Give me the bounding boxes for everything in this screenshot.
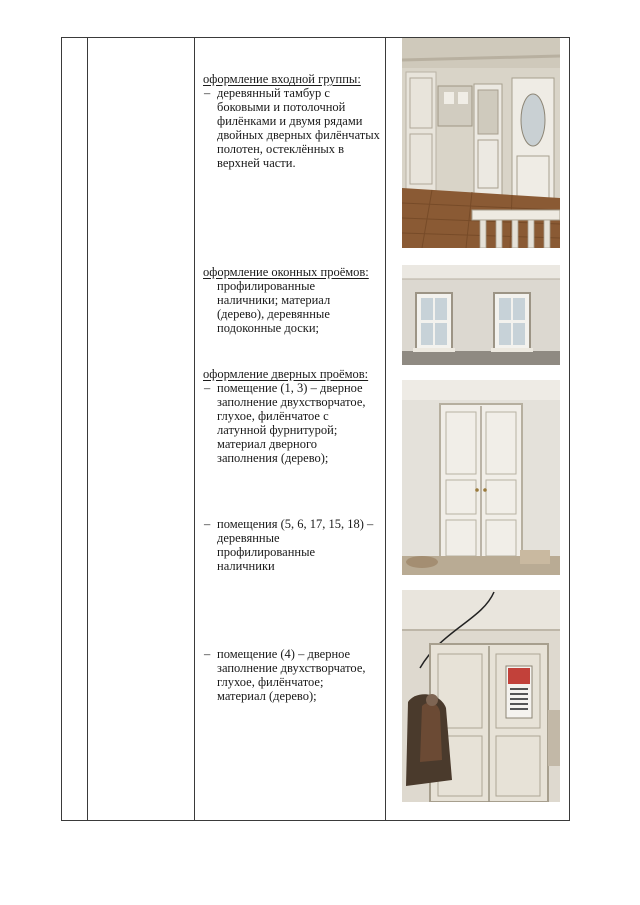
windows-line-2: наличники; материал [217,293,331,307]
entrance-line-4: двойных дверных филёнчатых [217,128,380,142]
doors-item-1-line-4: латунной фурнитурой; [217,423,338,437]
doors-item-2-line-2: деревянные [217,531,280,545]
doors-item-3-line-3: глухое, филёнчатое; [217,675,324,689]
section-entrance [200,72,380,170]
section-windows [200,265,380,335]
doors-item-3-line-4: материал (дерево); [217,689,317,703]
section-doors-item-3 [200,647,380,703]
doors-item-3-line-1: помещение (4) – дверное [217,647,351,661]
bullet-dash: – [204,517,211,531]
doors-item-3-line-2: заполнение двухстворчатое, [217,661,366,675]
doors-item-2 [200,517,380,573]
entrance-line-6: верхней части. [217,156,296,170]
column-divider-2 [194,37,195,821]
doors-item-3 [200,647,380,703]
windows-line-1: профилированные [217,279,316,293]
entrance-line-3: филёнками и двумя рядами [217,114,363,128]
photo-entrance-vestibule [402,38,560,248]
windows-line-3: (дерево), деревянные [217,307,330,321]
entrance-line-5: полотен, остеклённых в [217,142,345,156]
doors-item-2-line-4: наличники [217,559,275,573]
windows-line-4: подоконные доски; [217,321,320,335]
doors-item-1-line-2: заполнение двухстворчатое, [217,395,366,409]
bullet-dash: – [204,86,211,100]
doors-item-1-line-3: глухое, филёнчатое с [217,409,329,423]
doors-title: оформление дверных проёмов: [203,367,369,381]
photo-double-door [402,380,560,575]
doors-item-1-line-6: заполнения (дерево); [217,451,329,465]
column-divider-3 [385,37,386,821]
doors-item-1-line-5: материал дверного [217,437,318,451]
section-doors-item-2 [200,517,380,573]
doors-item-1-line-1: помещение (1, 3) – дверное [217,381,363,395]
doors-item-1 [200,381,380,465]
windows-title: оформление оконных проёмов: [203,265,369,279]
entrance-item [200,86,380,170]
windows-text [200,279,380,335]
doors-item-2-line-3: профилированные [217,545,316,559]
photo-door-with-coats [402,590,560,802]
section-doors [200,367,380,465]
entrance-line-2: боковыми и потолочной [217,100,346,114]
bullet-dash: – [204,647,211,661]
doors-item-2-line-1: помещения (5, 6, 17, 15, 18) – [217,517,374,531]
entrance-line-1: деревянный тамбур с [217,86,330,100]
entrance-title: оформление входной группы: [203,72,361,86]
bullet-dash: – [204,381,211,395]
photo-window-openings [402,265,560,365]
column-divider-1 [87,37,88,821]
